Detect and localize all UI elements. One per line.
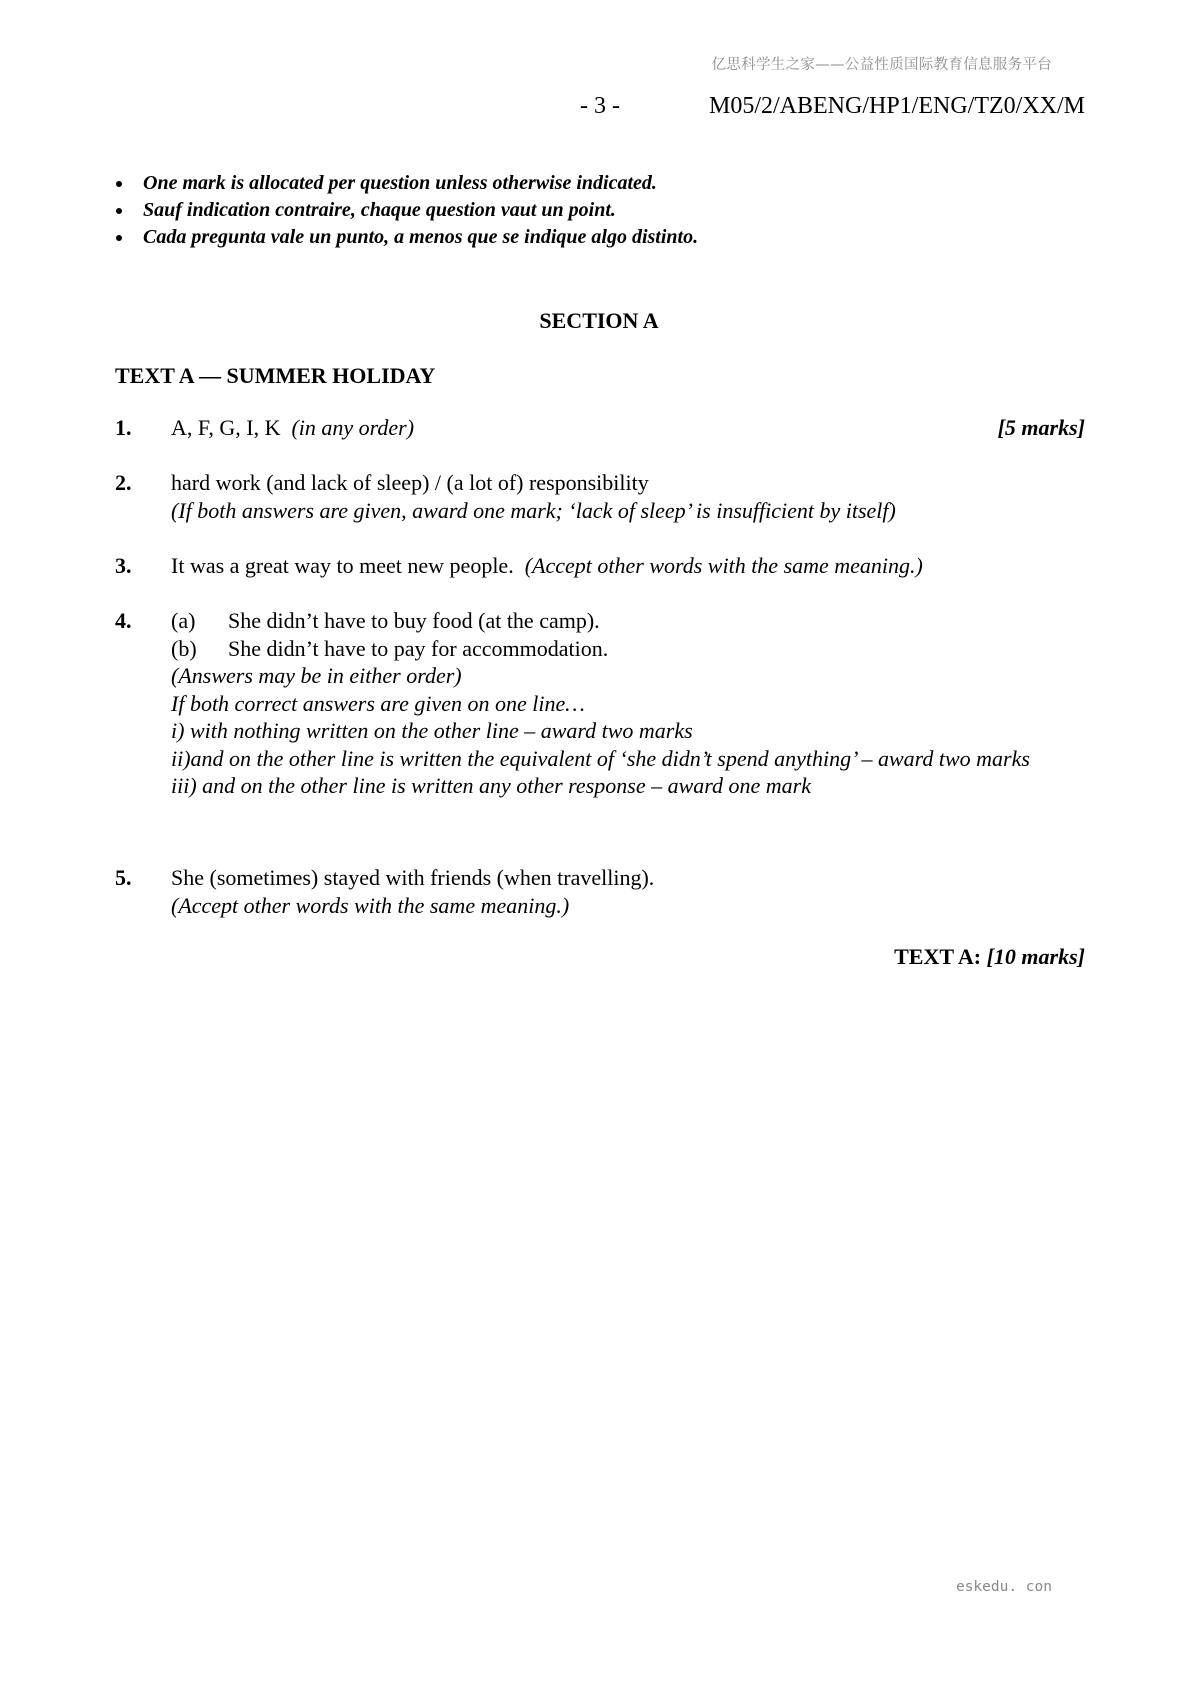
total-label: TEXT A: xyxy=(894,944,982,969)
marks-label: [5 marks] xyxy=(997,415,1085,440)
marking-instruction: i) with nothing written on the other line – award two marks xyxy=(171,718,693,743)
marking-instruction: If both correct answers are given on one line… xyxy=(171,690,585,716)
answer-text: She didn’t have to buy food (at the camp). xyxy=(228,608,600,633)
watermark-header: 亿思科学生之家——公益性质国际教育信息服务平台 xyxy=(711,57,1052,73)
answer-text: It was a great way to meet new people. xyxy=(171,553,514,578)
question-2 xyxy=(115,469,1085,524)
marking-instruction: (Answers may be in either order) xyxy=(171,663,462,688)
bullet-icon xyxy=(116,208,122,214)
question-5 xyxy=(115,864,1085,919)
sub-answer-a xyxy=(171,607,1085,635)
sub-label: (b) xyxy=(171,635,197,661)
bullet-icon xyxy=(116,181,122,187)
document-code: M05/2/ABENG/HP1/ENG/TZ0/XX/M xyxy=(708,93,1085,119)
question-number: 5. xyxy=(115,865,132,890)
page-number: - 3 - xyxy=(580,93,620,119)
bullet-icon xyxy=(116,235,122,241)
marking-instruction: iii) and on the other line is written any other response – award one mark xyxy=(171,773,811,798)
text-heading: TEXT A — SUMMER HOLIDAY xyxy=(115,363,436,388)
answer-note: (in any order) xyxy=(291,415,415,440)
marking-notes-list xyxy=(112,170,698,251)
question-3 xyxy=(115,552,1085,580)
marking-note: Cada pregunta vale un punto, a menos que se indique algo distinto. xyxy=(112,224,698,251)
answer-note: (Accept other words with the same meaning.) xyxy=(524,553,923,578)
answer-text: She didn’t have to pay for accommodation. xyxy=(228,635,609,661)
question-1 xyxy=(115,414,1085,442)
section-heading: SECTION A xyxy=(539,308,659,333)
question-number: 3. xyxy=(115,553,132,578)
answer-text: hard work (and lack of sleep) / (a lot of) responsibility xyxy=(171,470,649,495)
text-total-marks xyxy=(894,944,1085,970)
question-4 xyxy=(115,607,1085,800)
question-number: 2. xyxy=(115,470,132,495)
marking-instruction: ii)and on the other line is written the equivalent of ‘she didn’t spend anything’ – award two marks xyxy=(171,745,1030,771)
question-number: 4. xyxy=(115,608,132,633)
answer-note: (Accept other words with the same meaning.) xyxy=(171,892,570,918)
total-marks: [10 marks] xyxy=(986,944,1085,969)
marking-note: One mark is allocated per question unless otherwise indicated. xyxy=(112,170,698,197)
marking-note: Sauf indication contraire, chaque question vaut un point. xyxy=(112,197,698,224)
answer-text: She (sometimes) stayed with friends (when travelling). xyxy=(171,865,655,890)
sub-answer-b xyxy=(171,635,1085,663)
answer-text: A, F, G, I, K xyxy=(171,415,281,440)
question-number: 1. xyxy=(115,415,132,440)
watermark-footer: eskedu. con xyxy=(955,1579,1052,1595)
answer-note: (If both answers are given, award one mark; ‘lack of sleep’ is insufficient by itself) xyxy=(171,497,896,523)
sub-label: (a) xyxy=(171,608,196,633)
